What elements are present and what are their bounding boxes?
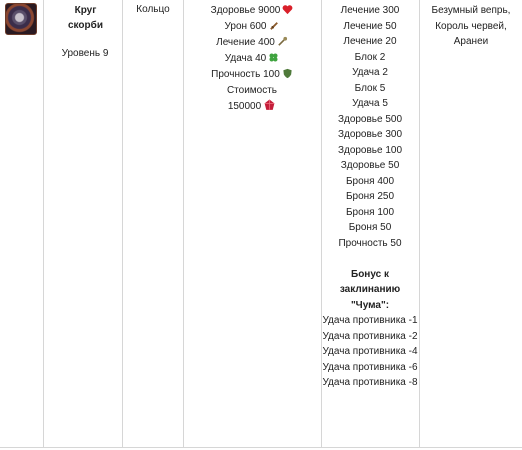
bonus-line: Здоровье 100 <box>337 144 403 156</box>
bonus-line: Здоровье 300 <box>337 129 403 140</box>
item-level: Уровень 9 <box>61 48 109 59</box>
cost-value: 150000 <box>184 99 320 115</box>
bonus-line: Удача 5 <box>352 98 388 109</box>
bonus-line: Блок 5 <box>354 82 386 94</box>
cost-label: Стоимость <box>226 85 278 96</box>
bonus-line: Броня 100 <box>345 206 395 218</box>
clover-icon <box>268 52 279 63</box>
bonus-cell <box>322 3 418 391</box>
bonus-line: Лечение 300 <box>340 5 400 16</box>
wand-icon <box>277 36 288 47</box>
stats-cell <box>184 3 320 115</box>
column-divider <box>43 0 44 447</box>
bonus-line: Броня 50 <box>348 222 392 233</box>
bonus-line: Броня 400 <box>345 175 395 187</box>
ring-icon <box>5 3 37 35</box>
bonus-line: Здоровье 500 <box>337 113 403 125</box>
spell-bonus-line: Удача противника -4 <box>322 346 418 357</box>
bonus-line: Броня 250 <box>345 191 395 202</box>
bonus-line: Лечение 50 <box>343 20 397 32</box>
sword-icon <box>269 20 280 31</box>
spell-bonus-line: Удача противника -6 <box>322 361 418 373</box>
bonus-line: Удача 2 <box>352 67 388 78</box>
column-divider <box>122 0 123 447</box>
heart-icon <box>282 4 293 15</box>
row-divider <box>0 447 522 448</box>
spell-bonus-line: Удача противника -1 <box>322 315 418 326</box>
item-type: Кольцо <box>136 4 170 15</box>
item-name: Круг скорби <box>68 5 103 31</box>
stat-health: Здоровье 9000 <box>184 3 320 19</box>
bonus-line: Блок 2 <box>354 51 386 63</box>
bonus-line: Здоровье 50 <box>340 160 400 171</box>
column-divider <box>419 0 420 447</box>
stat-luck: Удача 40 <box>184 51 320 67</box>
spacer <box>322 251 418 267</box>
spell-bonus-line: Удача противника -2 <box>322 330 418 342</box>
stat-healing: Лечение 400 <box>184 35 320 51</box>
bonus-line: Прочность 50 <box>338 237 402 249</box>
ruby-icon <box>263 99 276 112</box>
bonus-line: Лечение 20 <box>343 36 397 47</box>
drop-sources: Безумный вепрь, Король червей, Аранеи <box>431 5 511 47</box>
shield-icon <box>282 68 293 79</box>
spell-bonus-header: Бонус к заклинанию "Чума": <box>339 268 401 311</box>
stat-damage: Урон 600 <box>184 19 320 35</box>
spell-bonus-line: Удача противника -8 <box>322 377 418 388</box>
stat-durability: Прочность 100 <box>184 67 320 83</box>
